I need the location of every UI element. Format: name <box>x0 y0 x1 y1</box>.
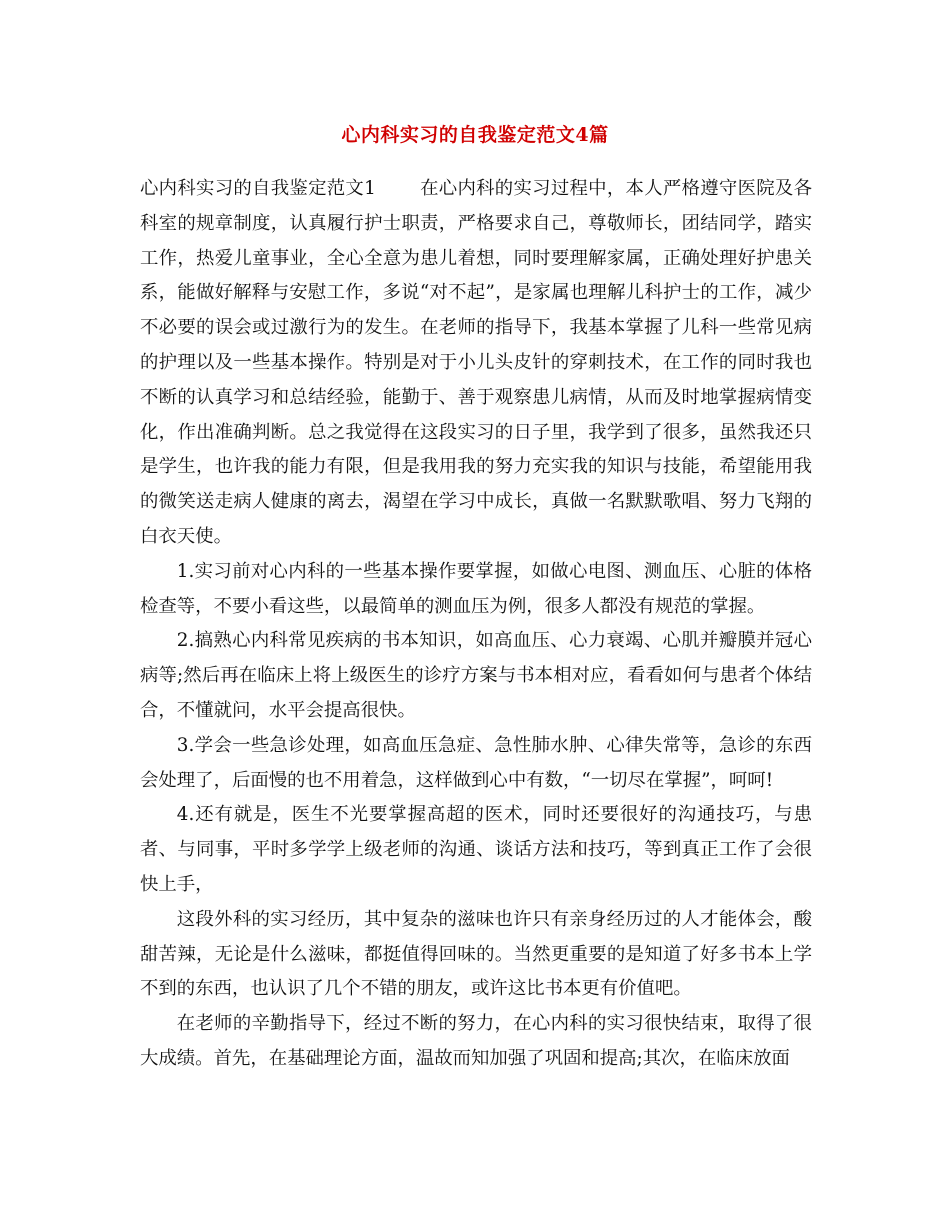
paragraph-tip-3: 3.学会一些急诊处理，如高血压急症、急性肺水肿、心律失常等，急诊的东西会处理了，后面慢的也不用着急，这样做到心中有数，“一切尽在掌握”，呵呵! <box>140 734 812 791</box>
paragraph-tip-2: 2.搞熟心内科常见疾病的书本知识，如高血压、心力衰竭、心肌并瓣膜并冠心病等;然后再在临床上将上级医生的诊疗方案与书本相对应，看看如何与患者个体结合，不懂就问，水平会提高很快。 <box>140 630 812 721</box>
intro-heading: 心内科实习的自我鉴定范文1 <box>140 178 376 199</box>
document-body <box>140 172 812 1077</box>
paragraph-summary: 在老师的辛勤指导下，经过不断的努力，在心内科的实习很快结束，取得了很大成绩。首先，在基础理论方面，温故而知加强了巩固和提高;其次，在临床放面 <box>140 1013 812 1069</box>
document-title: 心内科实习的自我鉴定范文4篇 <box>341 124 609 146</box>
paragraph-intro <box>140 172 812 555</box>
paragraph-reflection: 这段外科的实习经历，其中复杂的滋味也许只有亲身经历过的人才能体会，酸甜苦辣，无论是什么滋味，都挺值得回味的。当然更重要的是知道了好多书本上学不到的东西，也认识了几个不错的朋友，或许这比书本更有价值吧。 <box>140 908 812 1000</box>
paragraph-tip-4: 4.还有就是，医生不光要掌握高超的医术，同时还要很好的沟通技巧，与患者、与同事，平时多学学上级老师的沟通、谈话方法和技巧，等到真正工作了会很快上手， <box>140 804 812 895</box>
paragraph-tip-1: 1.实习前对心内科的一些基本操作要掌握，如做心电图、测血压、心脏的体格检查等，不要小看这些，以最简单的测血压为例，很多人都没有规范的掌握。 <box>140 560 812 617</box>
intro-text: 在心内科的实习过程中，本人严格遵守医院及各科室的规章制度，认真履行护士职责，严格要求自己，尊敬师长，团结同学，踏实工作，热爱儿童事业，全心全意为患儿着想，同时要理解家属，正确处理好护患关系，能做好解释与安慰工作，多说“对不起”，是家属也理解儿科护士的工作，减少不必要的误会或过激行为的发生。在老师的指导下，我基本掌握了儿科一些常见病的护理以及一些基本操作。特别是对于小儿头皮针的穿刺技术，在工作的同时我也不断的认真学习和总结经验，能勤于、善于观察患儿病情，从而及时地掌握病情变化，作出准确判断。总之我觉得在这段实习的日子里，我学到了很多，虽然我还只是学生，也许我的能力有限，但是我用我的努力充实我的知识与技能，希望能用我的微笑送走病人健康的离去，渴望在学习中成长，真做一名默默歌唱、努力飞翔的白衣天使。 <box>140 178 812 547</box>
